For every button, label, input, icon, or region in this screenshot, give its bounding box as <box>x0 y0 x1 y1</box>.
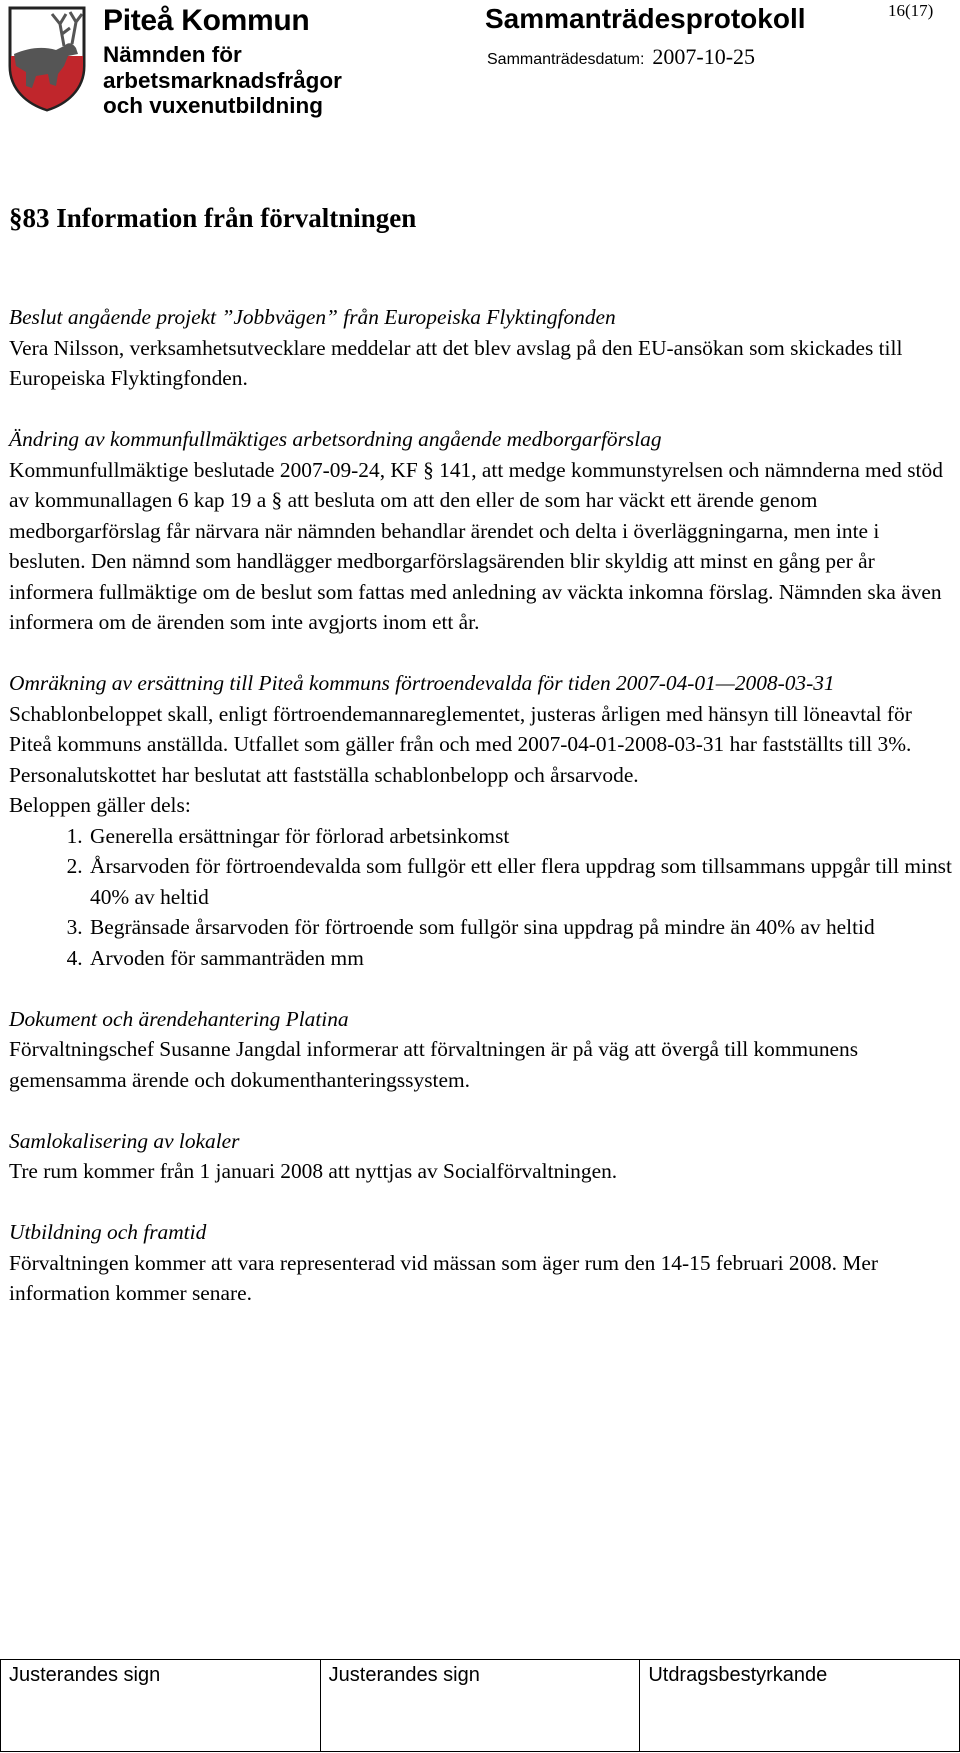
info-item <box>9 1004 954 1096</box>
meeting-date-value: 2007-10-25 <box>652 44 756 69</box>
item-paragraph: Schablonbeloppet skall, enligt förtroendemannareglementet, justeras årligen med hänsyn till löneavtal för Piteå kommuns anställda. Utfallet som gäller från och med 2007-04-01-2008-03-31 har fastställts till 3%. <box>9 701 912 756</box>
item-paragraph: Vera Nilsson, verksamhetsutvecklare meddelar att det blev avslag på den EU-ansökan som skickades till Europeiska Flyktingfonden. <box>9 335 903 390</box>
signature-cell-2: Justerandes sign <box>320 1660 640 1752</box>
item-paragraph: Förvaltningen kommer att vara representerad vid mässan som äger rum den 14-15 februari 2008. Mer information kommer senare. <box>9 1250 879 1305</box>
committee-line-2: arbetsmarknadsfrågor <box>103 67 342 93</box>
signature-cell-1: Justerandes sign <box>1 1660 321 1752</box>
meeting-date <box>487 44 755 70</box>
info-item <box>9 1217 954 1309</box>
org-name: Piteå Kommun <box>103 4 310 37</box>
info-item <box>9 302 954 394</box>
signature-table <box>0 1659 960 1752</box>
info-item <box>9 668 954 973</box>
info-item <box>9 424 954 638</box>
item-title: Beslut angående projekt ”Jobbvägen” från Europeiska Flyktingfonden <box>9 305 616 329</box>
item-paragraph: Förvaltningschef Susanne Jangdal informerar att förvaltningen är på väg att övergå till kommunens gemensamma ärende och dokumenthanteringssystem. <box>9 1037 859 1092</box>
item-paragraph: Personalutskottet har beslutat att fastställa schablonbelopp och årsarvode. <box>9 762 639 787</box>
item-paragraph: Kommunfullmäktige beslutade 2007-09-24, KF § 141, att medge kommunstyrelsen och nämnderna med stöd av kommunallagen 6 kap 19 a § att besluta om att den eller de som har väckt ett ärende genom medborgarförslag får närvara när nämnden behandlar ärendet och delta i överläggningarna, men inte i besluten. Den nämnd som handlägger medborgarförslagsärenden blir skyldig att minst en gång per år informera fullmäktige om de beslut som fattas med anledning av väckta inkomna förslag. Nämnden ska även informera om de ärenden som inte avgjorts inom ett år. <box>9 457 943 634</box>
extract-certification-cell: Utdragsbestyrkande <box>640 1660 960 1752</box>
item-paragraph: Tre rum kommer från 1 januari 2008 att nyttjas av Socialförvaltningen. <box>9 1159 618 1183</box>
signature-footer <box>0 1659 960 1752</box>
item-title: Utbildning och framtid <box>9 1220 207 1244</box>
list-item: 3. Begränsade årsarvoden för förtroende som fullgör sina uppdrag på mindre än 40% av heltid <box>88 912 954 943</box>
committee-line-1: Nämnden för <box>103 42 242 67</box>
list-item: 4. Arvoden för sammanträden mm <box>88 943 954 974</box>
list-item: 1. Generella ersättningar för förlorad arbetsinkomst <box>88 821 954 852</box>
item-title: Ändring av kommunfullmäktiges arbetsordning angående medborgarförslag <box>9 427 662 451</box>
info-item <box>9 1126 954 1187</box>
section-title: §83 Information från förvaltningen <box>9 203 417 233</box>
page-number: 16(17) <box>888 1 934 20</box>
amounts-list <box>9 821 954 974</box>
municipality-coat-of-arms-icon <box>6 4 88 112</box>
document-body <box>9 302 954 1339</box>
meeting-date-label: Sammanträdesdatum: <box>487 51 645 68</box>
item-paragraph: Beloppen gäller dels: <box>9 793 191 817</box>
item-title: Samlokalisering av lokaler <box>9 1128 240 1153</box>
item-title: Dokument och ärendehantering Platina <box>9 1006 349 1031</box>
list-item: 2. Årsarvoden för förtroendevalda som fullgör ett eller flera uppdrag som tillsammans uppgår till minst 40% av heltid <box>88 851 954 912</box>
organization-header <box>103 6 342 121</box>
item-title: Omräkning av ersättning till Piteå kommuns förtroendevalda för tiden 2007-04-01—2008-03-31 <box>9 671 835 695</box>
committee-line-3: och vuxenutbildning <box>103 93 323 118</box>
document-title: Sammanträdesprotokoll <box>485 3 806 34</box>
